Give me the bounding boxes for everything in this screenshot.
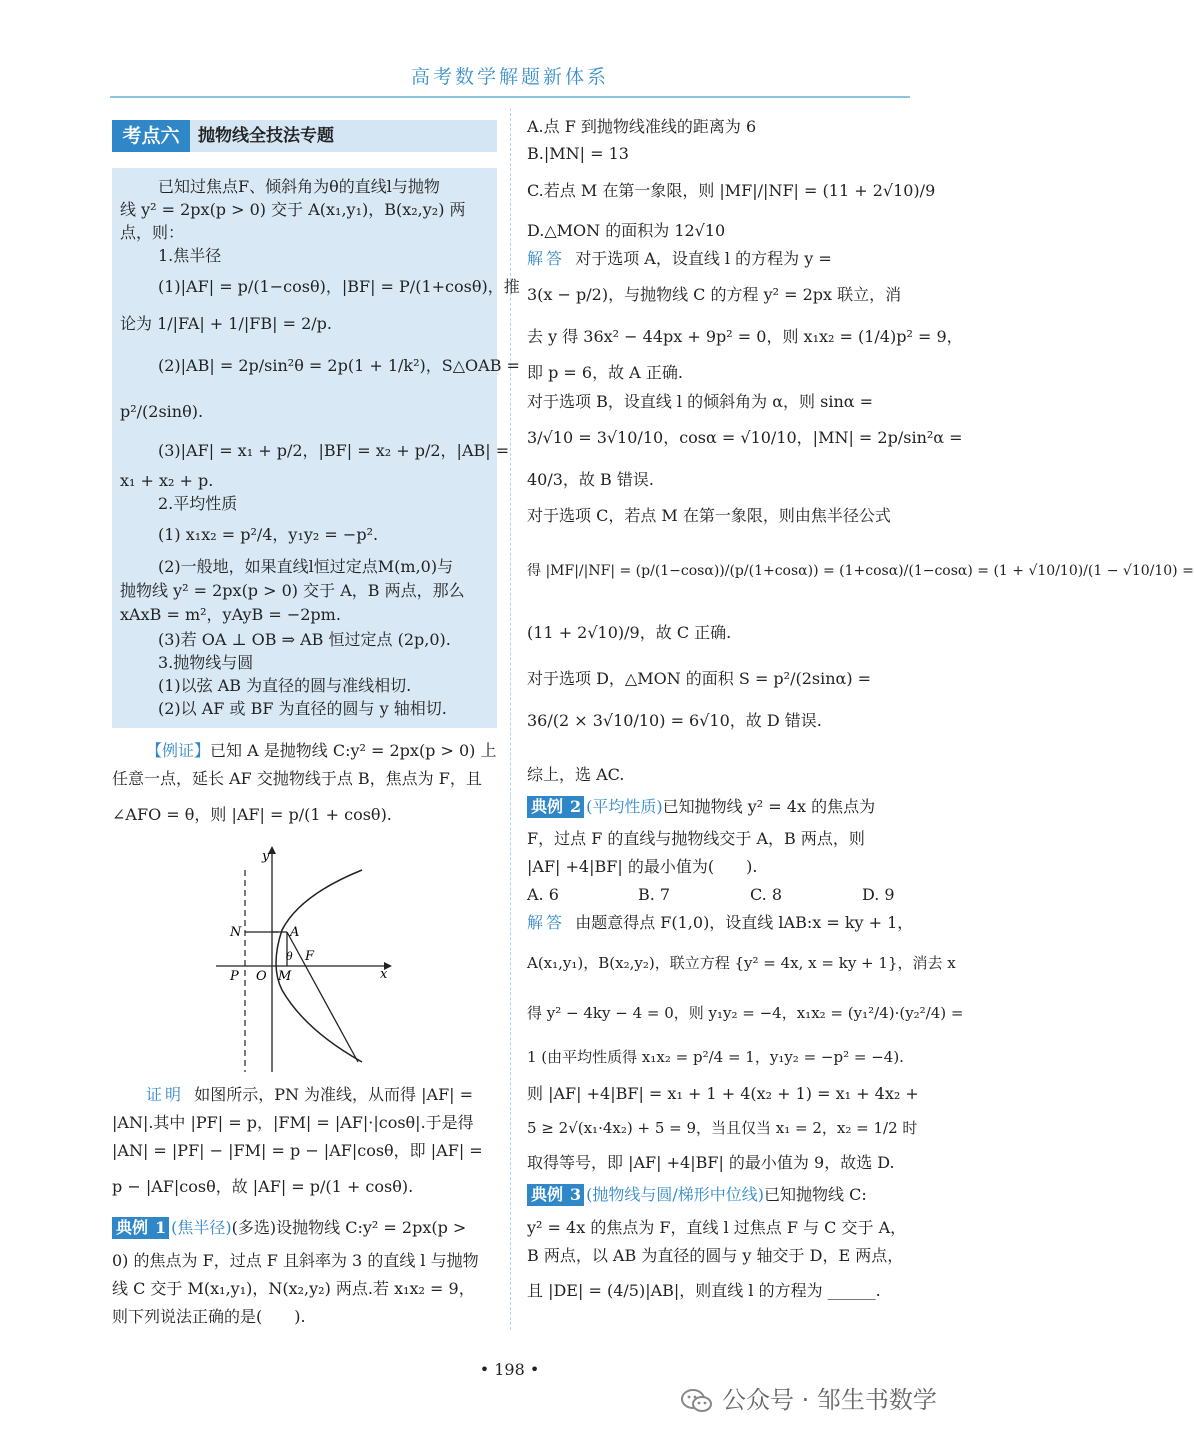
ex1-line: 0) 的焦点为 F，过点 F 且斜率为 3 的直线 l 与抛物: [112, 1251, 479, 1270]
page-header: 高考数学解题新体系: [410, 66, 609, 88]
ex2-line: F，过点 F 的直线与抛物线交于 A，B 两点，则: [527, 829, 865, 848]
example-line: 任意一点，延长 AF 交抛物线于点 B，焦点为 F，且: [112, 769, 482, 788]
ex2-option-d: D. 9: [862, 885, 895, 904]
proof-tag: 证明: [146, 1085, 185, 1104]
ex1-solution-line: 3/√10 = 3√10/10，cosα = √10/10，|MN| = 2p/sin²α =: [527, 428, 963, 447]
ex1-solution-line: 即 p = 6，故 A 正确.: [527, 363, 683, 382]
ex1-solution-line: 解答 对于选项 A，设直线 l 的方程为 y =: [527, 249, 832, 268]
ex1-solution-line: 40/3，故 B 错误.: [527, 470, 654, 489]
example-line: ∠AFO = θ，则 |AF| = p/(1 + cosθ).: [112, 805, 392, 824]
box-line: x₁ + x₂ + p.: [120, 471, 214, 490]
box-line: (2)|AB| = 2p/sin²θ = 2p(1 + 1/k²)，S△OAB =: [158, 356, 520, 375]
ex2-tag: 典例: [527, 796, 567, 818]
box-line: 2.平均性质: [158, 494, 238, 513]
box-line: 抛物线 y² = 2px(p > 0) 交于 A，B 两点，那么: [120, 581, 465, 600]
ex2-solution-tag: 解答: [527, 913, 566, 932]
box-line: (3)|AF| = x₁ + p/2，|BF| = x₂ + p/2，|AB| =: [158, 441, 510, 460]
ex3-line: 且 |DE| = (4/5)|AB|，则直线 l 的方程为 ______.: [527, 1281, 881, 1300]
ex3-tag: 典例: [527, 1184, 567, 1206]
ex1-num: 1: [152, 1217, 169, 1239]
figure-O-label: O: [256, 969, 267, 984]
section-bar: [112, 120, 497, 152]
box-line: p²/(2sinθ).: [120, 402, 204, 421]
ex3-line: y² = 4x 的焦点为 F，直线 l 过焦点 F 与 C 交于 A，: [527, 1218, 907, 1237]
box-line: 点，则：: [120, 223, 185, 242]
ex2-option-c: C. 8: [750, 885, 783, 904]
ex1-solution-line: 对于选项 B，设直线 l 的倾斜角为 α，则 sinα =: [527, 392, 874, 411]
ex2-option-b: B. 7: [638, 885, 671, 904]
ex1-solution-line: 3(x − p/2)，与抛物线 C 的方程 y² = 2px 联立，消: [527, 285, 902, 304]
ex1-option-a: A.点 F 到抛物线准线的距离为 6: [527, 117, 757, 136]
ex2-solution-line: 取得等号，即 |AF| +4|BF| 的最小值为 9，故选 D.: [527, 1153, 895, 1172]
page-number: • 198 •: [479, 1360, 540, 1379]
box-line: 已知过焦点F、倾斜角为θ的直线l与抛物: [158, 177, 440, 196]
figure-P-label: P: [230, 969, 239, 984]
ex3-line: B 两点，以 AB 为直径的圆与 y 轴交于 D，E 两点，: [527, 1246, 904, 1265]
ex2-solution-line: A(x₁,y₁)，B(x₂,y₂)，联立方程 {y² = 4x, x = ky + 1}，消去 x: [527, 954, 956, 972]
ex2-solution-line: 则 |AF| +4|BF| = x₁ + 1 + 4(x₂ + 1) = x₁ + 4x₂ +: [527, 1084, 919, 1103]
ex2-solution-line: 5 ≥ 2√(x₁·4x₂) + 5 = 9，当且仅当 x₁ = 2，x₂ = 1/2 时: [527, 1119, 918, 1137]
ex1-solution-line: 去 y 得 36x² − 44px + 9p² = 0，则 x₁x₂ = (1/4)p² = 9，: [527, 327, 963, 346]
ex1-option-b: B.|MN| = 13: [527, 144, 629, 163]
figure-y-label: y: [262, 849, 270, 864]
box-line: (1)以弦 AB 为直径的圆与准线相切.: [158, 676, 412, 695]
ex3-header: 典例 3 (抛物线与圆/梯形中位线)已知抛物线 C:: [527, 1184, 867, 1206]
ex2-category: (平均性质): [586, 797, 663, 816]
section-label: 考点六: [112, 120, 190, 152]
ex2-option-a: A. 6: [527, 885, 559, 904]
ex1-solution-line: 对于选项 C，若点 M 在第一象限，则由焦半径公式: [527, 506, 891, 525]
section-title: 抛物线全技法专题: [198, 126, 334, 146]
box-line: 线 y² = 2px(p > 0) 交于 A(x₁,y₁)，B(x₂,y₂) 两: [120, 200, 466, 219]
watermark-text: 公众号 · 邹生书数学: [722, 1386, 937, 1414]
box-line: (3)若 OA ⊥ OB ⇒ AB 恒过定点 (2p,0).: [158, 630, 451, 649]
ex2-solution-line: 1 (由平均性质得 x₁x₂ = p²/4 = 1，y₁y₂ = −p² = −4).: [527, 1048, 904, 1066]
ex1-solution-line: 36/(2 × 3√10/10) = 6√10，故 D 错误.: [527, 711, 822, 730]
ex2-solution-line: 得 y² − 4ky − 4 = 0，则 y₁y₂ = −4，x₁x₂ = (y₁²/4)·(y₂²/4) =: [527, 1004, 964, 1022]
ex1-tag: 典例: [112, 1217, 152, 1239]
figure-A-label: A: [290, 925, 300, 940]
ex1-solution-line: 对于选项 D，△MON 的面积 S = p²/(2sinα) =: [527, 669, 872, 688]
figure-x-label: x: [380, 967, 388, 982]
box-line: 论为 1/|FA| + 1/|FB| = 2/p.: [120, 314, 332, 333]
proof-line: p − |AF|cosθ，故 |AF| = p/(1 + cosθ).: [112, 1177, 414, 1196]
ex1-category: (焦半径): [171, 1218, 232, 1237]
ex1-solution-line: 综上，选 AC.: [527, 765, 625, 784]
box-line: 1.焦半径: [158, 246, 222, 265]
example-statement: 【例证】已知 A 是抛物线 C:y² = 2px(p > 0) 上: [146, 741, 497, 760]
ex1-solution-line: (11 + 2√10)/9，故 C 正确.: [527, 623, 732, 642]
ex2-header: 典例 2 (平均性质)已知抛物线 y² = 4x 的焦点为: [527, 796, 875, 818]
ex1-solution-line: 得 |MF|/|NF| = (p/(1−cosα))/(p/(1+cosα)) = (1+cosα)/(1−cosα) = (1 + √10/10)/(1 − √10/10) =: [527, 563, 1194, 579]
wechat-icon: [680, 1387, 714, 1415]
proof-line: |AN|.其中 |PF| = p，|FM| = |AF|·|cosθ|.于是得: [112, 1113, 474, 1132]
header-rule: [110, 96, 910, 98]
example-tag: 【例证】: [146, 741, 211, 760]
ex2-solution-line: 解答 由题意得点 F(1,0)，设直线 lAB:x = ky + 1，: [527, 913, 914, 932]
figure-M-label: M: [278, 969, 292, 984]
parabola-figure: [210, 840, 400, 1075]
ex2-num: 2: [567, 796, 584, 818]
box-line: (2)以 AF 或 BF 为直径的圆与 y 轴相切.: [158, 699, 447, 718]
ex1-line: 线 C 交于 M(x₁,y₁)，N(x₂,y₂) 两点.若 x₁x₂ = 9，: [112, 1279, 475, 1298]
figure-F-label: F: [305, 949, 315, 964]
ex1-solution-tag: 解答: [527, 249, 566, 268]
proof-line: |AN| = |PF| − |FM| = p − |AF|cosθ，即 |AF| =: [112, 1141, 483, 1160]
box-line: (2)一般地，如果直线l恒过定点M(m,0)与: [158, 557, 454, 576]
ex1-line: 则下列说法正确的是( ).: [112, 1307, 306, 1326]
box-line: 3.抛物线与圆: [158, 653, 254, 672]
figure-theta-label: θ: [286, 950, 293, 963]
box-line: (1) x₁x₂ = p²/4，y₁y₂ = −p².: [158, 525, 379, 544]
proof-line: 证明 如图所示，PN 为准线，从而得 |AF| =: [146, 1085, 474, 1104]
ex3-category: (抛物线与圆/梯形中位线): [586, 1185, 765, 1204]
watermark: [680, 1380, 937, 1415]
ex1-option-d: D.△MON 的面积为 12√10: [527, 221, 726, 240]
figure-N-label: N: [230, 925, 242, 940]
ex1-header: 典例 1 (焦半径)(多选)设抛物线 C:y² = 2px(p >: [112, 1217, 466, 1239]
ex3-num: 3: [567, 1184, 584, 1206]
box-line: xAxB = m²，yAyB = −2pm.: [120, 605, 341, 624]
box-line: (1)|AF| = p/(1−cosθ)，|BF| = P/(1+cosθ)，推: [158, 277, 520, 296]
ex2-line: |AF| +4|BF| 的最小值为( ).: [527, 857, 758, 876]
ex1-option-c: C.若点 M 在第一象限，则 |MF|/|NF| = (11 + 2√10)/9: [527, 181, 936, 200]
